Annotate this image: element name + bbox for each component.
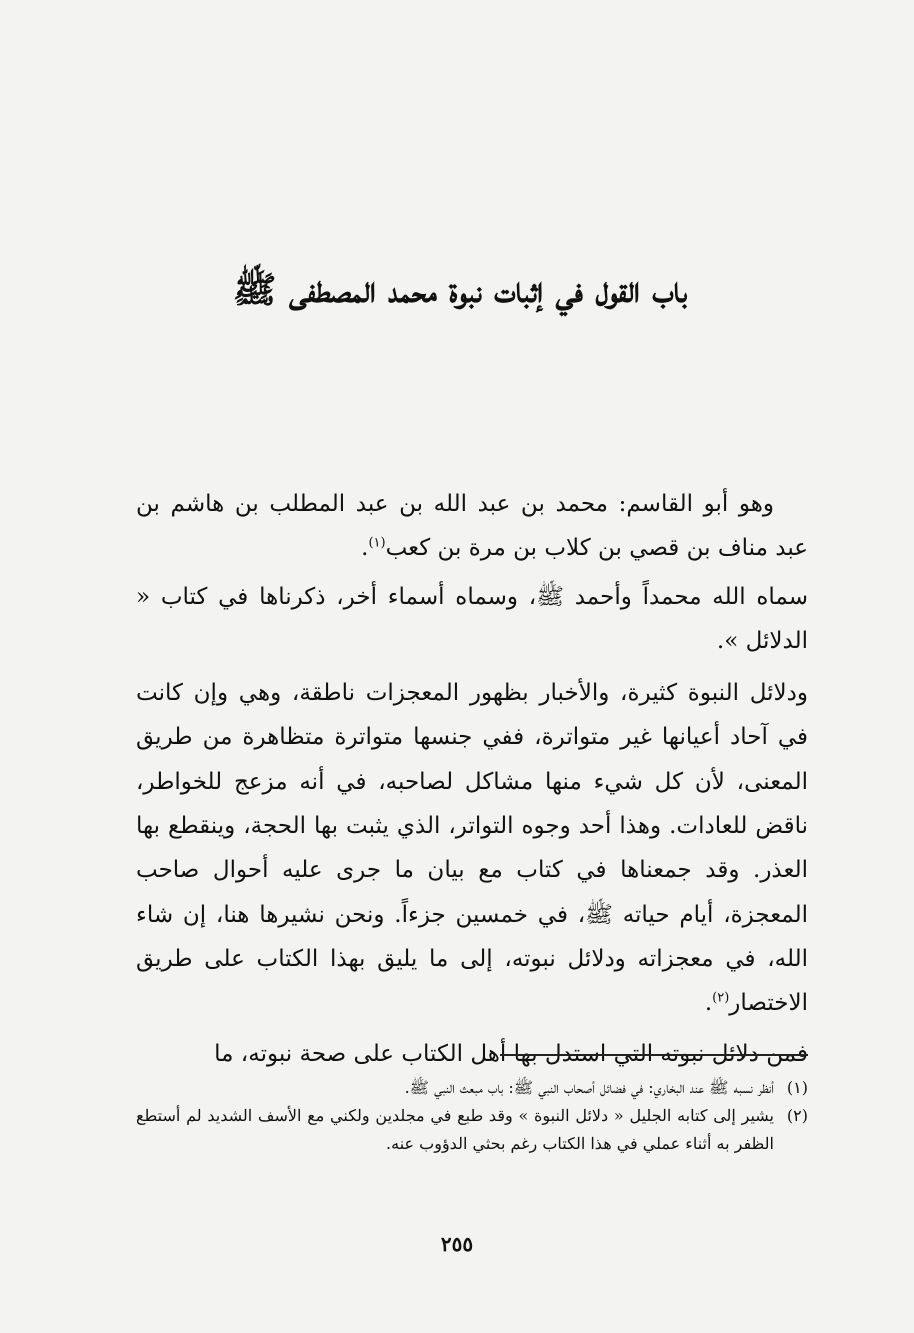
footnotes xyxy=(136,1074,808,1158)
footnote-1-text: أنظر نسبه ﷺ عند البخاري: في فضائل أصحاب النبي ﷺ: باب مبعث النبي ﷺ. xyxy=(404,1078,774,1097)
footnote-1 xyxy=(136,1074,808,1102)
main-text xyxy=(136,482,808,1076)
paragraph-continuation: فمن دلائل نبوته التي استدل بها أهل الكتاب على صحة نبوته، ما xyxy=(214,1040,808,1067)
footnote-divider xyxy=(500,1054,808,1056)
footnote-1-number: (١) xyxy=(786,1078,808,1097)
paragraph-lineage xyxy=(136,482,808,571)
footnote-2-text: يشير إلى كتابه الجليل « دلائل النبوة » وقد طبع في مجلدين ولكني مع الأسف الشديد لم أستطع الظفر به أثناء عملي في هذا الكتاب رغم بحثي الدؤوب عنه. xyxy=(136,1106,774,1153)
paragraph-proofs-text: ودلائل النبوة كثيرة، والأخبار بظهور المعجزات ناطقة، وهي وإن كانت في آحاد أعيانها غير متواترة، ففي جنسها متواترة متظاهرة من طريق المعنى، لأن كل شيء منها مشاكل لصاحبه، في أنه مزعج للخواطر، ناقض للعادات. وهذا أحد وجوه التواتر، الذي يثبت بها الحجة، وينقطع بها العذر. وقد جمعناها في كتاب مع بيان ما جرى عليه أحوال صاحب المعجزة، أيام حياته ﷺ، في خمسين جزءاً. ونحن نشيرها هنا، إن شاء الله، في معجزاته ودلائل نبوته، إلى ما يليق بهذا الكتاب على طريق الاختصار xyxy=(136,680,808,1017)
chapter-title: باب القول في إثبات نبوة محمد المصطفى ﷺ xyxy=(232,269,688,311)
footnote-ref-1: (١) xyxy=(368,535,386,551)
paragraph-lineage-end: . xyxy=(361,535,369,562)
footnote-ref-2: (٢) xyxy=(712,990,730,1006)
paragraph-lineage-text: وهو أبو القاسم: محمد بن عبد الله بن عبد المطلب بن هاشم بن عبد مناف بن قصي بن كلاب بن مرة بن كعب xyxy=(136,491,808,562)
paragraph-proofs xyxy=(136,671,808,1025)
footnote-2 xyxy=(136,1102,808,1158)
footnote-2-number: (٢) xyxy=(786,1106,808,1125)
page-number: ٢٥٥ xyxy=(440,1232,474,1256)
paragraph-proofs-end: . xyxy=(704,990,713,1017)
paragraph-names: سماه الله محمداً وأحمد ﷺ، وسماه أسماء أخر، ذكرناها في كتاب « الدلائل ». xyxy=(136,583,808,654)
